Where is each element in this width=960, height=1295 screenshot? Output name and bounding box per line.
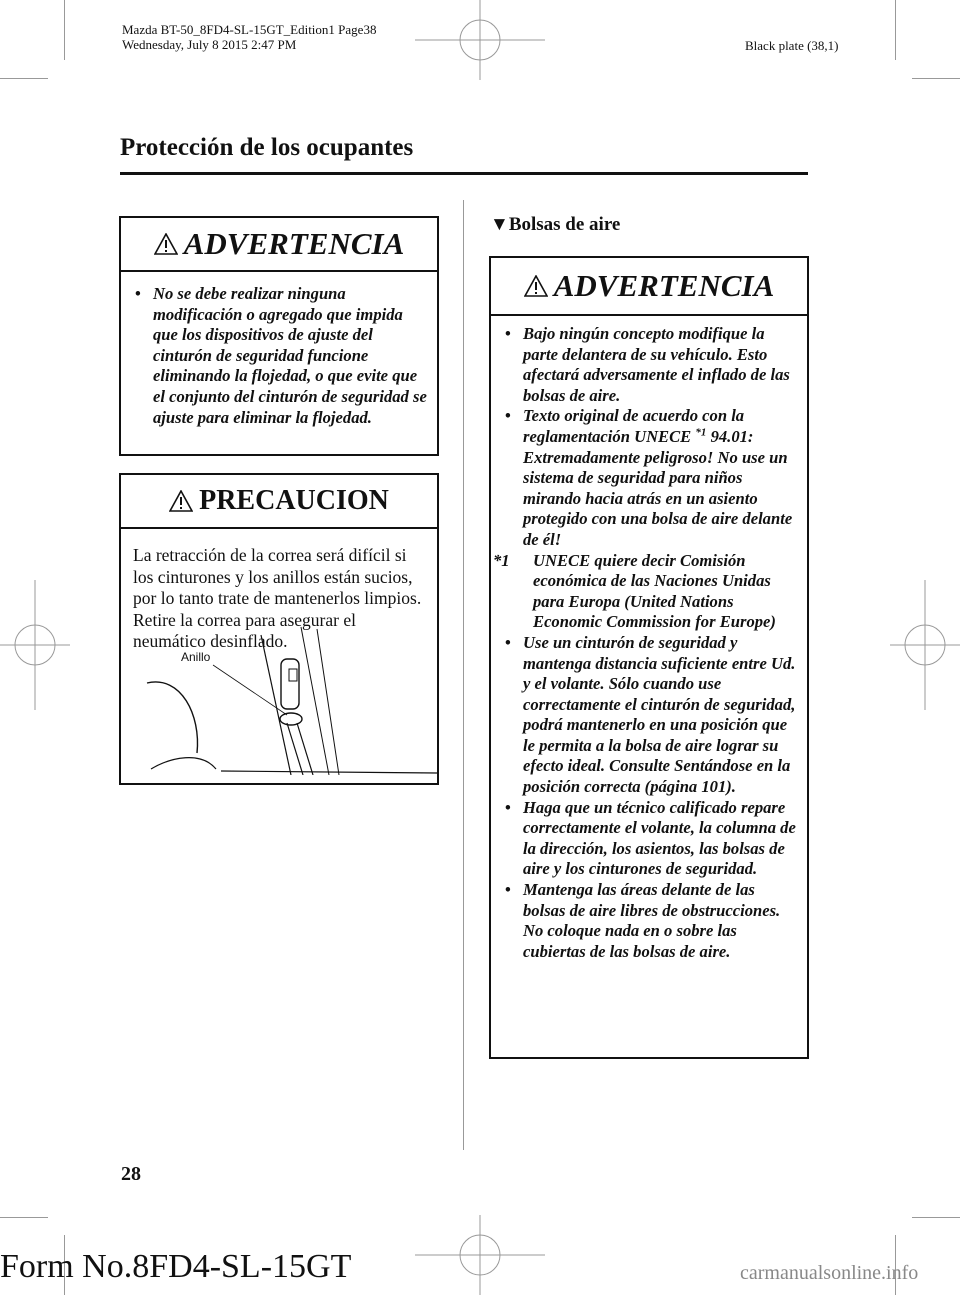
warning-box-left xyxy=(119,216,439,456)
warning-header xyxy=(491,258,807,316)
crop-mark xyxy=(64,0,65,60)
warning-box-right xyxy=(489,256,809,1059)
registration-mark-icon xyxy=(415,0,545,80)
warning-icon xyxy=(154,233,178,255)
registration-mark-icon xyxy=(890,580,960,710)
list-item xyxy=(503,406,799,550)
registration-mark-icon xyxy=(415,1215,545,1295)
caution-header xyxy=(121,475,437,529)
list-item: • Bajo ningún concepto modifique la parte delantera de su vehículo. Esto afectará adversamente el inflado de las bolsas de aire. xyxy=(503,324,799,406)
plate-label: Black plate (38,1) xyxy=(745,38,839,53)
warning-icon xyxy=(524,275,548,297)
warning-title: ADVERTENCIA xyxy=(183,226,405,261)
crop-mark xyxy=(912,1217,960,1218)
registration-mark-icon xyxy=(0,580,70,710)
footnote xyxy=(493,550,799,633)
list-item-text: Texto original de acuerdo con la reglamentación UNECE xyxy=(523,406,745,446)
airbag-heading-text: Bolsas de aire xyxy=(508,214,621,235)
list-item: • Haga que un técnico calificado repare correctamente el volante, la columna de la dirección, los asientos, las bolsas de aire y los cinturones de seguridad. xyxy=(503,798,799,880)
caution-title: PRECAUCION xyxy=(199,485,389,516)
warning-title: ADVERTENCIA xyxy=(553,268,775,303)
crop-mark xyxy=(0,1217,48,1218)
footnote-ref: *1 xyxy=(695,426,707,439)
warning-list xyxy=(121,272,437,440)
list-item: • No se debe realizar ninguna modificación o agregado que impida que los dispositivos de ajuste del cinturón de seguridad funcione eliminando la flojedad, o que evite que el conjunto del cinturón de seguridad se ajuste para eliminar la flojedad. xyxy=(133,284,429,428)
figure-label: Anillo xyxy=(181,650,211,664)
title-rule xyxy=(120,172,808,175)
seatbelt-ring-illustration xyxy=(141,625,441,775)
crop-mark xyxy=(912,78,960,79)
print-header-line2: Wednesday, July 8 2015 2:47 PM xyxy=(122,37,297,52)
section-title: Protección de los ocupantes xyxy=(120,134,414,161)
page-number: 28 xyxy=(121,1163,141,1185)
column-divider xyxy=(463,200,464,1150)
crop-mark xyxy=(0,78,48,79)
triangle-down-icon: ▼ xyxy=(490,214,509,235)
list-item: • Use un cinturón de seguridad y mantenga distancia suficiente entre Ud. y el volante. Sólo cuando use correctamente el cinturón de seguridad, podrá mantenerlo en una posición que le permita a la bolsa de aire lograr su efecto ideal. Consulte Sentándose en la posición correcta (página 101). xyxy=(503,633,799,798)
airbag-heading xyxy=(490,214,620,236)
caution-box xyxy=(119,473,439,785)
watermark: carmanualsonline.info xyxy=(740,1262,919,1284)
crop-mark xyxy=(895,0,896,60)
list-item-text-cont: 94.01: Extremadamente peligroso! No use un sistema de seguridad para niños mirando hacia atrás en un asiento protegido con una bolsa de aire delante de él! xyxy=(523,426,793,549)
print-header-line1: Mazda BT-50_8FD4-SL-15GT_Edition1 Page38 xyxy=(122,22,377,37)
warning-list xyxy=(491,316,807,974)
print-header xyxy=(122,22,376,52)
list-item: • Mantenga las áreas delante de las bolsas de aire libres de obstrucciones. No coloque nada en o sobre las cubiertas de las bolsas de aire. xyxy=(503,880,799,962)
footnote-mark: *1 xyxy=(493,550,510,570)
footnote-text: UNECE quiere decir Comisión económica de las Naciones Unidas para Europa (United Nations Economic Commission for Europe) xyxy=(533,550,776,632)
form-number: Form No.8FD4-SL-15GT xyxy=(0,1248,352,1285)
caution-text: La retracción de la correa será difícil si los cinturones y los anillos están sucios, por lo tanto trate de mantenerlos limpios. Retire la correa para asegurar el neumático desinflado. xyxy=(133,545,422,651)
warning-header xyxy=(121,218,437,272)
warning-icon xyxy=(169,490,193,512)
